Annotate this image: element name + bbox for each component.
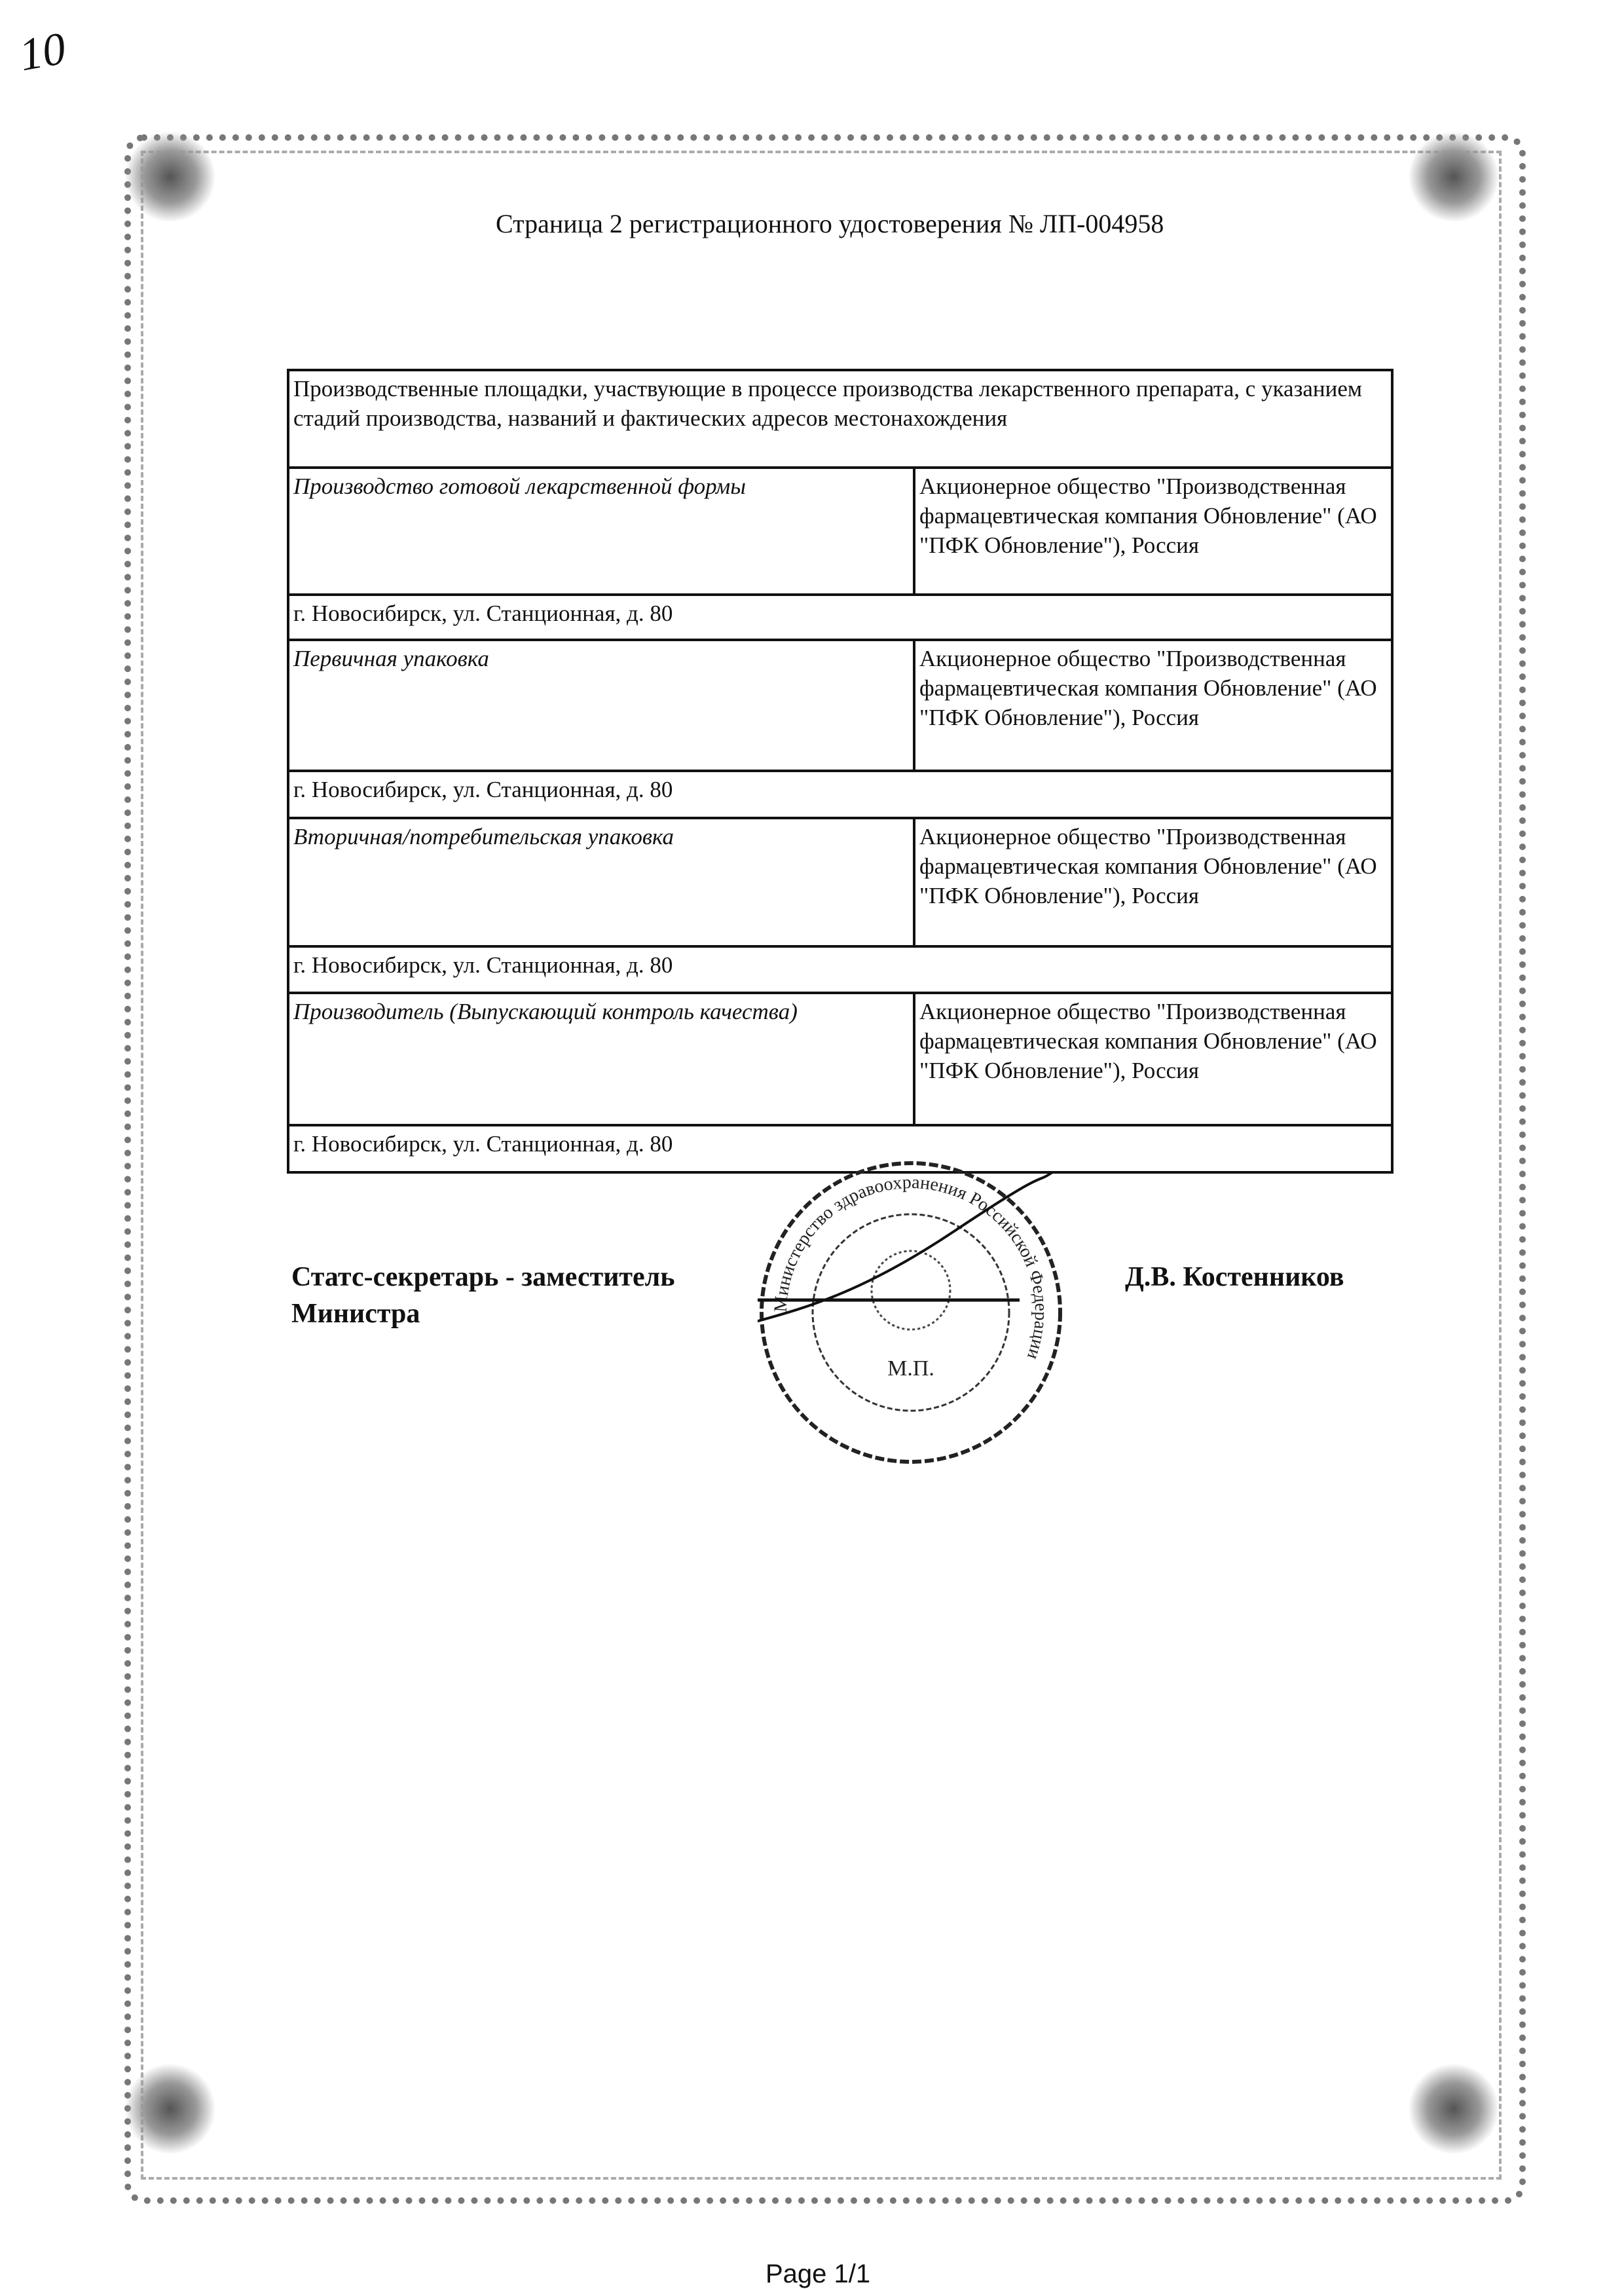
seal-ring-text: Министерство здравоохранения Российской Федерации xyxy=(770,1172,1052,1362)
corner-ornament xyxy=(124,2063,216,2155)
position-line2: Министра xyxy=(291,1299,420,1329)
table-heading: Производственные площадки, участвующие в процессе производства лекарственного препарата, с указанием стадий производства, названий и фактических адресов местонахождения xyxy=(288,370,1392,468)
company-cell: Акционерное общество "Производственная фармацевтическая компания Обновление" (АО "ПФК Обновление"), Россия xyxy=(914,993,1392,1125)
seal-mark: М.П. xyxy=(887,1356,934,1381)
position-line1: Статс-секретарь - заместитель xyxy=(291,1262,675,1292)
company-cell: Акционерное общество "Производственная фармацевтическая компания Обновление" (АО "ПФК Обновление"), Россия xyxy=(914,468,1392,595)
production-sites-table xyxy=(287,369,1393,1174)
corner-ornament xyxy=(124,131,216,223)
corner-ornament xyxy=(1408,131,1500,223)
table-row xyxy=(288,468,1392,595)
address-cell: г. Новосибирск, ул. Станционная, д. 80 xyxy=(288,1125,1392,1172)
official-seal xyxy=(758,1159,1064,1466)
signatory-position xyxy=(291,1259,674,1332)
stage-cell: Производство готовой лекарственной формы xyxy=(288,468,914,595)
signatory-name: Д.В. Костенников xyxy=(1125,1262,1344,1292)
stage-cell: Первичная упаковка xyxy=(288,640,914,771)
handwritten-number: 10 xyxy=(15,23,70,81)
company-cell: Акционерное общество "Производственная фармацевтическая компания Обновление" (АО "ПФК Обновление"), Россия xyxy=(914,818,1392,946)
company-cell: Акционерное общество "Производственная фармацевтическая компания Обновление" (АО "ПФК Обновление"), Россия xyxy=(914,640,1392,771)
stage-cell: Производитель (Выпускающий контроль качества) xyxy=(288,993,914,1125)
table-row xyxy=(288,818,1392,946)
corner-ornament xyxy=(1408,2063,1500,2155)
address-cell: г. Новосибирск, ул. Станционная, д. 80 xyxy=(288,771,1392,818)
address-cell: г. Новосибирск, ул. Станционная, д. 80 xyxy=(288,946,1392,993)
table-row xyxy=(288,993,1392,1125)
page-footer: Page 1/1 xyxy=(766,2260,871,2288)
page-title: Страница 2 регистрационного удостоверения № ЛП-004958 xyxy=(496,209,1164,238)
address-cell: г. Новосибирск, ул. Станционная, д. 80 xyxy=(288,595,1392,640)
table-row xyxy=(288,640,1392,771)
emblem-icon xyxy=(872,1251,950,1330)
stage-cell: Вторичная/потребительская упаковка xyxy=(288,818,914,946)
